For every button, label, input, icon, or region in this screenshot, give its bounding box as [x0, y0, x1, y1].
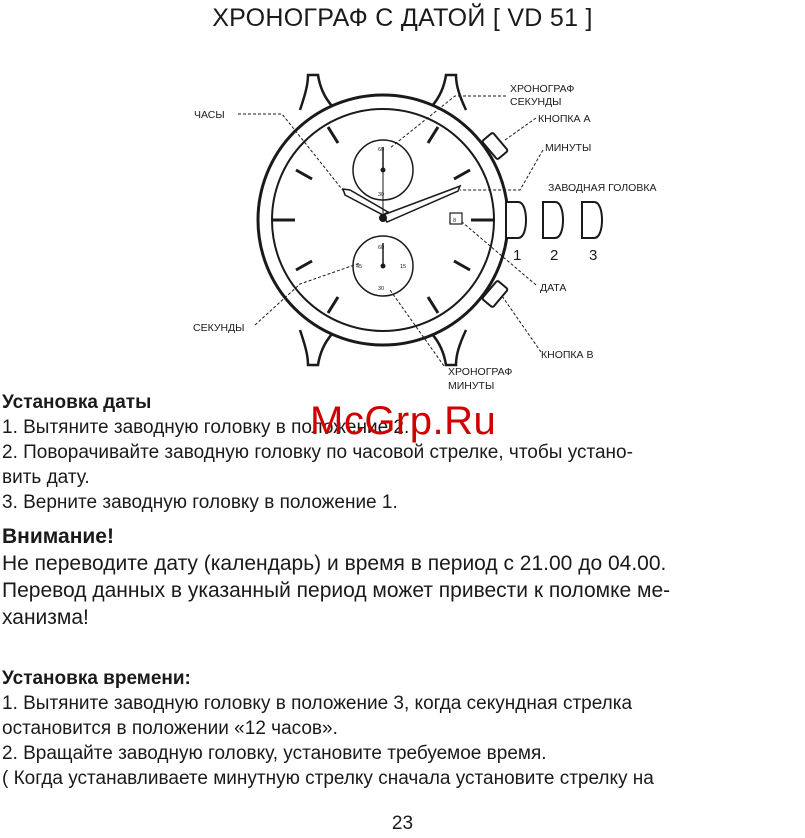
- crown-position-2: [543, 202, 563, 238]
- label-crown: ЗАВОДНАЯ ГОЛОВКА: [548, 182, 657, 194]
- label-date: ДАТА: [540, 282, 567, 294]
- label-chrono-seconds-2: СЕКУНДЫ: [510, 96, 562, 108]
- crown-position-3: [582, 202, 602, 238]
- warning-section: [2, 523, 802, 631]
- date-window-digit: 8: [453, 218, 457, 224]
- label-button-a: КНОПКА А: [538, 113, 591, 125]
- lower-subdial-30: 30: [378, 286, 385, 292]
- warning-line: ханизма!: [2, 606, 89, 629]
- label-chrono-seconds-1: ХРОНОГРАФ: [510, 83, 575, 95]
- date-step: вить дату.: [2, 467, 90, 488]
- leader-button-a: [505, 118, 536, 140]
- time-heading: Установка времени:: [2, 668, 191, 689]
- watch-diagram: [0, 40, 805, 390]
- lower-subdial-15: 15: [400, 264, 407, 270]
- crown-position-3-label: 3: [589, 247, 598, 264]
- lower-subdial-45: 45: [356, 264, 363, 270]
- page-title: ХРОНОГРАФ С ДАТОЙ [ VD 51 ]: [212, 4, 593, 32]
- warning-line: Перевод данных в указанный период может привести к поломке ме-: [2, 579, 671, 602]
- date-step: 2. Поворачивайте заводную головку по часовой стрелке, чтобы устано-: [2, 442, 633, 463]
- label-button-b: КНОПКА В: [541, 349, 594, 361]
- date-step: 1. Вытяните заводную головку в положение 2.: [2, 417, 410, 438]
- label-chrono-minutes-2: МИНУТЫ: [448, 380, 495, 390]
- date-heading: Установка даты: [2, 392, 152, 413]
- time-line: 1. Вытяните заводную головку в положение 3, когда секундная стрелка: [2, 693, 633, 714]
- crown-position-2-label: 2: [550, 247, 559, 264]
- label-hours: ЧАСЫ: [194, 109, 225, 121]
- crown-position-1-label: 1: [513, 247, 522, 264]
- label-minutes: МИНУТЫ: [545, 142, 592, 154]
- time-line: 2. Вращайте заводную головку, установите требуемое время.: [2, 743, 547, 764]
- lower-subdial-60: 60: [378, 245, 385, 251]
- warning-line: Не переводите дату (календарь) и время в период с 21.00 до 04.00.: [2, 552, 667, 575]
- warning-heading: Внимание!: [2, 525, 114, 548]
- time-section: [2, 666, 802, 791]
- label-seconds: СЕКУНДЫ: [193, 322, 245, 334]
- crown-position-1: [506, 202, 526, 238]
- time-line: остановится в положении «12 часов».: [2, 718, 338, 739]
- label-chrono-minutes-1: ХРОНОГРАФ: [448, 366, 513, 378]
- date-step: 3. Верните заводную головку в положение 1.: [2, 492, 398, 513]
- page-number: 23: [391, 813, 414, 834]
- upper-subdial-60: 60: [378, 147, 385, 153]
- watermark: McGrp.Ru: [310, 399, 497, 443]
- time-line: ( Когда устанавливаете минутную стрелку сначала установите стрелку на: [2, 768, 654, 789]
- upper-subdial-30: 30: [378, 192, 385, 198]
- leader-button-b: [502, 296, 541, 352]
